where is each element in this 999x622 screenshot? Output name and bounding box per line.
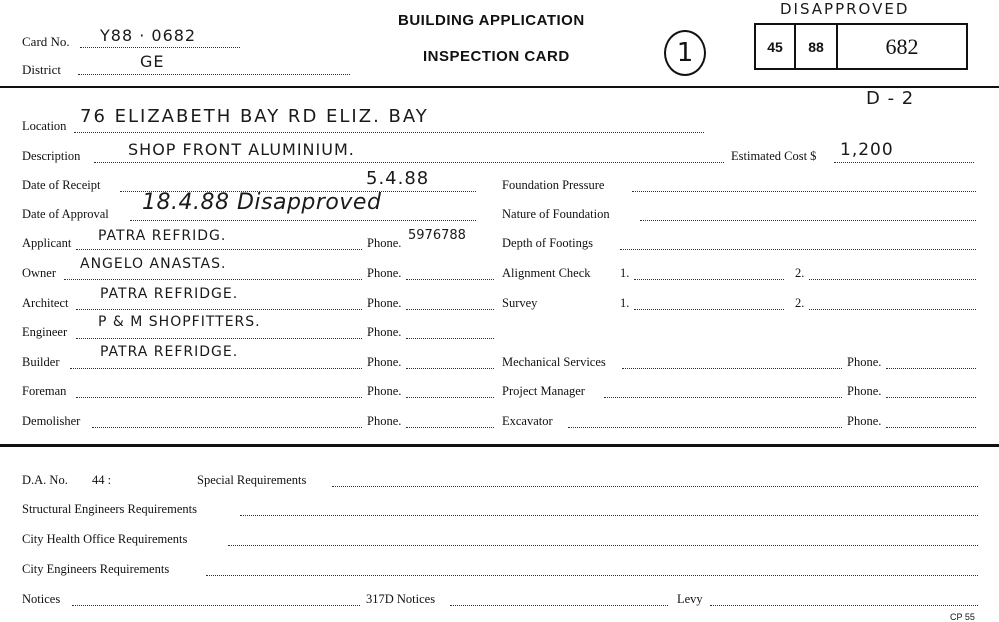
builder-label: Builder <box>22 355 60 369</box>
demolisher-phone-label: Phone. <box>367 414 402 428</box>
levy-label: Levy <box>677 592 703 606</box>
foreman-line <box>76 397 362 398</box>
city-engineers-requirements-label: City Engineers Requirements <box>22 562 170 576</box>
estimated-cost-label: Estimated Cost $ <box>731 149 817 163</box>
survey-1-line <box>634 309 784 310</box>
date-receipt-value: 5.4.88 <box>366 168 430 189</box>
ref-cell-1: 45 <box>756 25 796 68</box>
notices-line <box>72 605 360 606</box>
engineer-phone-label: Phone. <box>367 325 402 339</box>
demolisher-phone-line <box>406 427 494 428</box>
applicant-phone-value: 5976788 <box>408 228 466 243</box>
excavator-phone-line <box>886 427 976 428</box>
mechanical-services-line <box>622 368 842 369</box>
form-code: CP 55 <box>950 612 975 622</box>
card-no-value: Y88 · 0682 <box>100 26 197 45</box>
demolisher-label: Demolisher <box>22 414 81 428</box>
engineer-label: Engineer <box>22 325 68 339</box>
circled-number: 1 <box>664 30 706 76</box>
card-no-line <box>80 47 240 48</box>
ref-cell-3: 682 <box>885 33 919 59</box>
mechanical-services-label: Mechanical Services <box>502 355 606 369</box>
date-approval-value: 18.4.88 Disapproved <box>142 190 382 215</box>
project-manager-phone-line <box>886 397 976 398</box>
foreman-label: Foreman <box>22 384 67 398</box>
builder-phone-label: Phone. <box>367 355 402 369</box>
project-manager-label: Project Manager <box>502 384 585 398</box>
depth-footings-label: Depth of Footings <box>502 236 593 250</box>
district-label: District <box>22 62 61 77</box>
margin-note: D - 2 <box>866 88 915 109</box>
builder-value: PATRA REFRIDGE. <box>100 344 239 360</box>
levy-line <box>710 605 978 606</box>
applicant-label: Applicant <box>22 236 72 250</box>
architect-phone-label: Phone. <box>367 296 402 310</box>
owner-line <box>64 279 362 280</box>
alignment-check-2: 2. <box>795 266 805 280</box>
estimated-cost-value: 1,200 <box>840 140 894 160</box>
survey-label: Survey <box>502 296 538 310</box>
builder-phone-line <box>406 368 494 369</box>
mechanical-phone-label: Phone. <box>847 355 882 369</box>
nature-foundation-label: Nature of Foundation <box>502 207 610 221</box>
date-receipt-label: Date of Receipt <box>22 178 101 192</box>
district-value: GE <box>140 52 165 71</box>
nature-foundation-line <box>640 220 976 221</box>
depth-footings-line <box>620 249 976 250</box>
survey-1: 1. <box>620 296 630 310</box>
foundation-pressure-label: Foundation Pressure <box>502 178 605 192</box>
district-line <box>78 74 350 75</box>
applicant-phone-label: Phone. <box>367 236 402 250</box>
title-line-1: BUILDING APPLICATION <box>398 12 585 29</box>
description-label: Description <box>22 149 81 163</box>
excavator-label: Excavator <box>502 414 553 428</box>
survey-2-line <box>809 309 976 310</box>
structural-requirements-label: Structural Engineers Requirements <box>22 502 197 516</box>
health-requirements-line <box>228 545 978 546</box>
location-label: Location <box>22 119 67 133</box>
excavator-line <box>568 427 842 428</box>
header-divider <box>0 86 999 88</box>
notices-317d-line <box>450 605 668 606</box>
special-requirements-label: Special Requirements <box>197 473 307 487</box>
architect-value: PATRA REFRIDGE. <box>100 286 239 302</box>
excavator-phone-label: Phone. <box>847 414 882 428</box>
engineer-value: P & M SHOPFITTERS. <box>98 314 261 330</box>
health-requirements-label: City Health Office Requirements <box>22 532 188 546</box>
engineer-line <box>76 338 362 339</box>
reference-box <box>754 23 968 70</box>
notices-label: Notices <box>22 592 61 606</box>
owner-phone-line <box>406 279 494 280</box>
engineer-phone-line <box>406 338 494 339</box>
alignment-check-1: 1. <box>620 266 630 280</box>
demolisher-line <box>92 427 362 428</box>
title-line-2: INSPECTION CARD <box>423 48 570 65</box>
disapproved-stamp: DISAPPROVED <box>780 0 910 18</box>
da-no-label: D.A. No. <box>22 473 68 487</box>
owner-label: Owner <box>22 266 57 280</box>
card-no-label: Card No. <box>22 34 70 49</box>
notices-317d-label: 317D Notices <box>366 592 436 606</box>
special-requirements-line <box>332 486 978 487</box>
date-approval-label: Date of Approval <box>22 207 109 221</box>
project-manager-line <box>604 397 842 398</box>
city-engineers-requirements-line <box>206 575 978 576</box>
foreman-phone-line <box>406 397 494 398</box>
location-line <box>74 132 704 133</box>
estimated-cost-line <box>834 162 974 163</box>
architect-phone-line <box>406 309 494 310</box>
architect-line <box>76 309 362 310</box>
date-approval-line <box>130 220 476 221</box>
description-value: SHOP FRONT ALUMINIUM. <box>128 140 355 159</box>
foreman-phone-label: Phone. <box>367 384 402 398</box>
owner-value: ANGELO ANASTAS. <box>80 256 227 272</box>
applicant-value: PATRA REFRIDG. <box>98 228 227 244</box>
applicant-line <box>76 249 362 250</box>
survey-2: 2. <box>795 296 805 310</box>
description-line <box>94 162 724 163</box>
mechanical-phone-line <box>886 368 976 369</box>
section-divider <box>0 444 999 447</box>
architect-label: Architect <box>22 296 69 310</box>
owner-phone-label: Phone. <box>367 266 402 280</box>
alignment-check-2-line <box>809 279 976 280</box>
structural-requirements-line <box>240 515 978 516</box>
alignment-check-label: Alignment Check <box>502 266 591 280</box>
alignment-check-1-line <box>634 279 784 280</box>
project-manager-phone-label: Phone. <box>847 384 882 398</box>
ref-cell-2: 88 <box>796 25 838 68</box>
foundation-pressure-line <box>632 191 976 192</box>
builder-line <box>70 368 362 369</box>
location-value: 76 ELIZABETH BAY RD ELIZ. BAY <box>80 106 429 127</box>
da-no-value: 44 : <box>92 473 112 487</box>
